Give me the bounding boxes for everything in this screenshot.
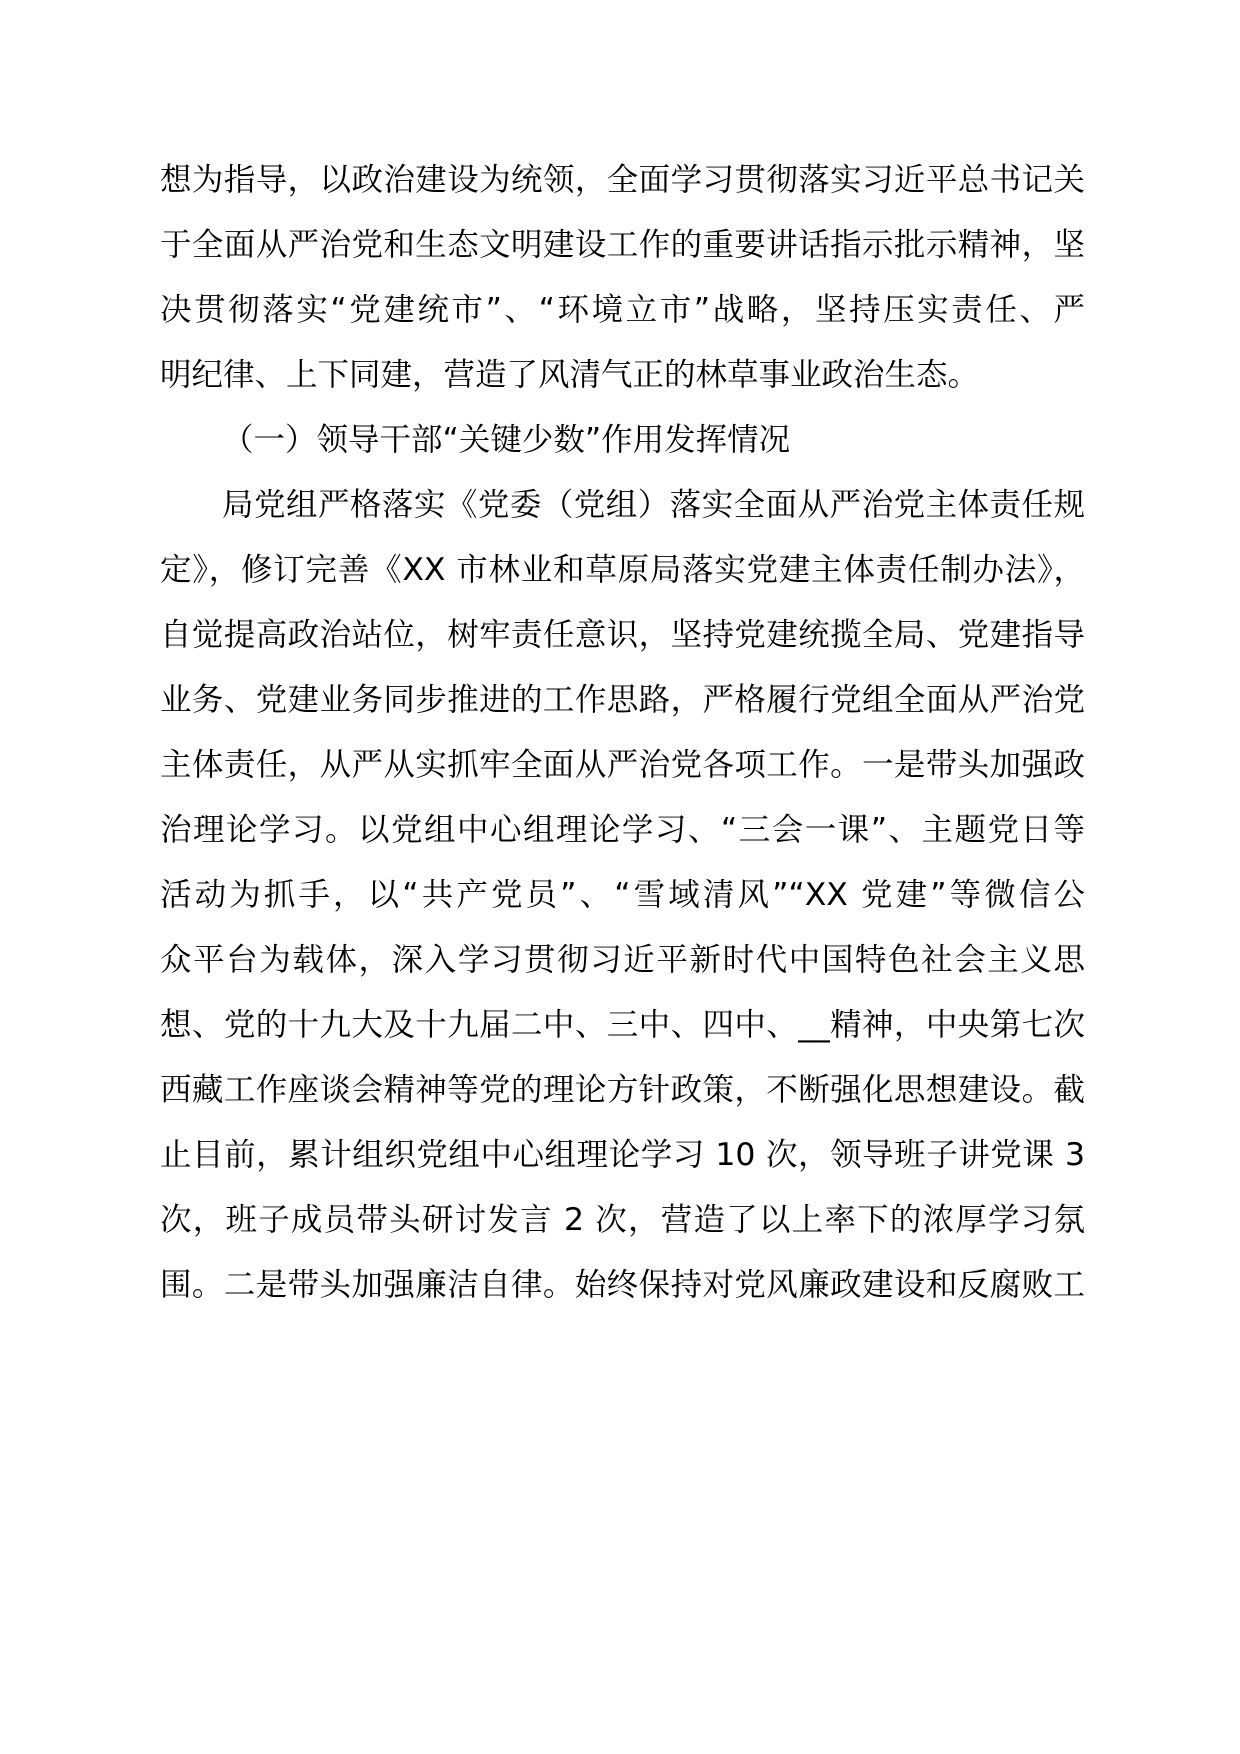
- paragraph-2-line-3: 自觉提高政治站位，树牢责任意识，坚持党建统揽全局、党建指导: [160, 617, 1085, 653]
- paragraph-2-line-12: 次，班子成员带头研讨发言 2 次，营造了以上率下的浓厚学习氛: [160, 1202, 1085, 1238]
- paragraph-2-line-5: 主体责任，从严从实抓牢全面从严治党各项工作。一是带头加强政: [160, 747, 1085, 783]
- paragraph-2-line-9: 想、党的十九大及十九届二中、三中、四中、__精神，中央第七次: [160, 1007, 1085, 1043]
- paragraph-1-line-3: 决贯彻落实“党建统市”、“环境立市”战略，坚持压实责任、严: [160, 292, 1085, 328]
- paragraph-2-line-4: 业务、党建业务同步推进的工作思路，严格履行党组全面从严治党: [160, 682, 1085, 718]
- paragraph-2-line-7: 活动为抓手，以“共产党员”、“雪域清风”“XX 党建”等微信公: [160, 877, 1085, 913]
- paragraph-2-line-1: 局党组严格落实《党委（党组）落实全面从严治党主体责任规: [222, 487, 1085, 523]
- section-heading: （一）领导干部“关键少数”作用发挥情况: [222, 422, 791, 458]
- paragraph-2-line-8: 众平台为载体，深入学习贯彻习近平新时代中国特色社会主义思: [160, 942, 1085, 978]
- paragraph-1-line-1: 想为指导，以政治建设为统领，全面学习贯彻落实习近平总书记关: [160, 162, 1085, 198]
- paragraph-2-line-11: 止目前，累计组织党组中心组理论学习 10 次，领导班子讲党课 3: [160, 1137, 1085, 1173]
- paragraph-2-line-2: 定》，修订完善《XX 市林业和草原局落实党建主体责任制办法》，: [160, 552, 1085, 588]
- paragraph-2-line-6: 治理论学习。以党组中心组理论学习、“三会一课”、主题党日等: [160, 812, 1085, 848]
- paragraph-1-line-4: 明纪律、上下同建，营造了风清气正的林草事业政治生态。: [160, 357, 980, 393]
- paragraph-2-line-13: 围。二是带头加强廉洁自律。始终保持对党风廉政建设和反腐败工: [160, 1267, 1085, 1303]
- paragraph-1-line-2: 于全面从严治党和生态文明建设工作的重要讲话指示批示精神，坚: [160, 227, 1085, 263]
- paragraph-2-line-10: 西藏工作座谈会精神等党的理论方针政策，不断强化思想建设。截: [160, 1072, 1085, 1108]
